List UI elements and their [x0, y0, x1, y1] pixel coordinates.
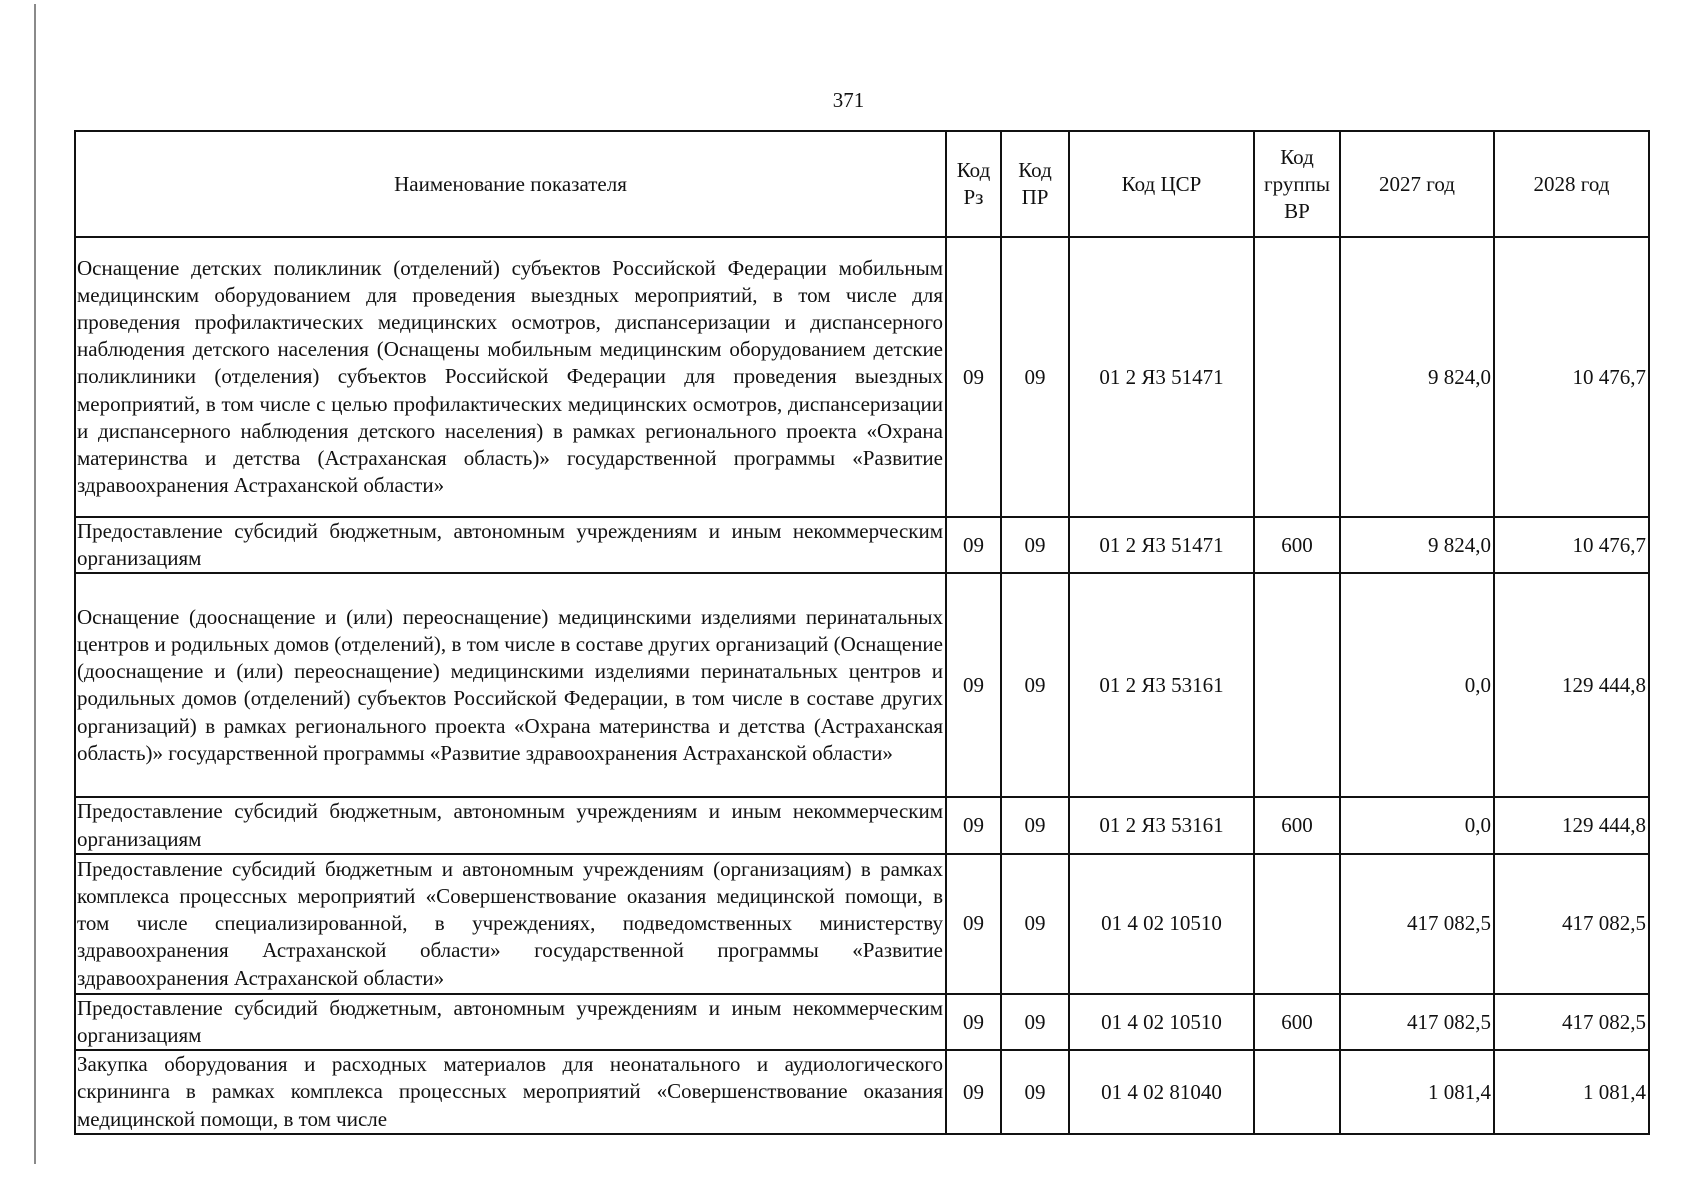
budget-table [74, 130, 1650, 1135]
row-2028: 129 444,8 [1494, 797, 1649, 853]
row-rz: 09 [946, 797, 1001, 853]
row-rz: 09 [946, 237, 1001, 517]
row-vr [1254, 237, 1340, 517]
table-row [75, 1050, 1649, 1134]
row-name: Предоставление субсидий бюджетным и автономным учреждениям (организациям) в рамках комплекса процессных мероприятий «Совершенствование оказания медицинской помощи, в том числе специализированной, в учреждениях, подведомственных министерству здравоохранения Астраханской области» государственной программы «Развитие здравоохранения Астраханской области» [75, 854, 946, 994]
row-2028: 10 476,7 [1494, 517, 1649, 573]
table-row [75, 573, 1649, 797]
row-rz: 09 [946, 573, 1001, 797]
row-name: Предоставление субсидий бюджетным, автономным учреждениям и иным некоммерческим организациям [75, 994, 946, 1050]
header-2027: 2027 год [1340, 131, 1494, 237]
row-2028: 129 444,8 [1494, 573, 1649, 797]
row-vr [1254, 854, 1340, 994]
row-rz: 09 [946, 854, 1001, 994]
row-2027: 0,0 [1340, 797, 1494, 853]
table-row [75, 994, 1649, 1050]
header-row [75, 131, 1649, 237]
table-row [75, 854, 1649, 994]
row-2027: 1 081,4 [1340, 1050, 1494, 1134]
table-row [75, 237, 1649, 517]
row-pr: 09 [1001, 1050, 1069, 1134]
row-name: Оснащение (дооснащение и (или) переоснащение) медицинскими изделиями перинатальных центров и родильных домов (отделений), в том числе в составе других организаций (Оснащение (дооснащение и (или) переоснащение) медицинскими изделиями перинатальных центров и родильных домов (отделений) субъектов Российской Федерации, в том числе в составе других организаций) в рамках регионального проекта «Охрана материнства и детства (Астраханская область)» государственной программы «Развитие здравоохранения Астраханской области» [75, 573, 946, 797]
row-csr: 01 2 Я3 51471 [1069, 517, 1254, 573]
row-rz: 09 [946, 994, 1001, 1050]
row-2027: 417 082,5 [1340, 854, 1494, 994]
row-csr: 01 4 02 10510 [1069, 854, 1254, 994]
row-2027: 9 824,0 [1340, 517, 1494, 573]
row-pr: 09 [1001, 237, 1069, 517]
header-name: Наименование показателя [75, 131, 946, 237]
header-rz: Код Рз [946, 131, 1001, 237]
row-2028: 417 082,5 [1494, 854, 1649, 994]
row-rz: 09 [946, 517, 1001, 573]
page-number: 371 [832, 88, 865, 112]
row-2028: 417 082,5 [1494, 994, 1649, 1050]
row-pr: 09 [1001, 573, 1069, 797]
header-2028: 2028 год [1494, 131, 1649, 237]
row-csr: 01 2 Я3 53161 [1069, 797, 1254, 853]
row-pr: 09 [1001, 994, 1069, 1050]
row-name: Оснащение детских поликлиник (отделений) субъектов Российской Федерации мобильным медицинским оборудованием для проведения выездных мероприятий, в том числе для проведения профилактических медицинских осмотров, диспансеризации и диспансерного наблюдения детского населения (Оснащены мобильным медицинским оборудованием детские поликлиники (отделения) субъектов Российской Федерации для проведения выездных мероприятий, в том числе с целью профилактических медицинских осмотров, диспансеризации и диспансерного наблюдения детского населения) в рамках регионального проекта «Охрана материнства и детства (Астраханская область)» государственной программы «Развитие здравоохранения Астраханской области» [75, 237, 946, 517]
row-2028: 1 081,4 [1494, 1050, 1649, 1134]
header-vr: Код группы ВР [1254, 131, 1340, 237]
row-vr [1254, 1050, 1340, 1134]
row-rz: 09 [946, 1050, 1001, 1134]
row-2027: 417 082,5 [1340, 994, 1494, 1050]
row-name: Предоставление субсидий бюджетным, автономным учреждениям и иным некоммерческим организациям [75, 517, 946, 573]
row-name: Закупка оборудования и расходных материалов для неонатального и аудиологического скрининга в рамках комплекса процессных мероприятий «Совершенствование оказания медицинской помощи, в том числе [75, 1050, 946, 1134]
row-csr: 01 2 Я3 51471 [1069, 237, 1254, 517]
header-pr: Код ПР [1001, 131, 1069, 237]
margin-rule [34, 4, 36, 1164]
row-pr: 09 [1001, 854, 1069, 994]
row-vr: 600 [1254, 994, 1340, 1050]
row-csr: 01 2 Я3 53161 [1069, 573, 1254, 797]
row-name: Предоставление субсидий бюджетным, автономным учреждениям и иным некоммерческим организациям [75, 797, 946, 853]
row-pr: 09 [1001, 797, 1069, 853]
row-vr [1254, 573, 1340, 797]
row-csr: 01 4 02 10510 [1069, 994, 1254, 1050]
table-row [75, 517, 1649, 573]
row-2027: 9 824,0 [1340, 237, 1494, 517]
row-2027: 0,0 [1340, 573, 1494, 797]
row-vr: 600 [1254, 517, 1340, 573]
row-2028: 10 476,7 [1494, 237, 1649, 517]
header-csr: Код ЦСР [1069, 131, 1254, 237]
row-vr: 600 [1254, 797, 1340, 853]
row-pr: 09 [1001, 517, 1069, 573]
table-row [75, 797, 1649, 853]
row-csr: 01 4 02 81040 [1069, 1050, 1254, 1134]
